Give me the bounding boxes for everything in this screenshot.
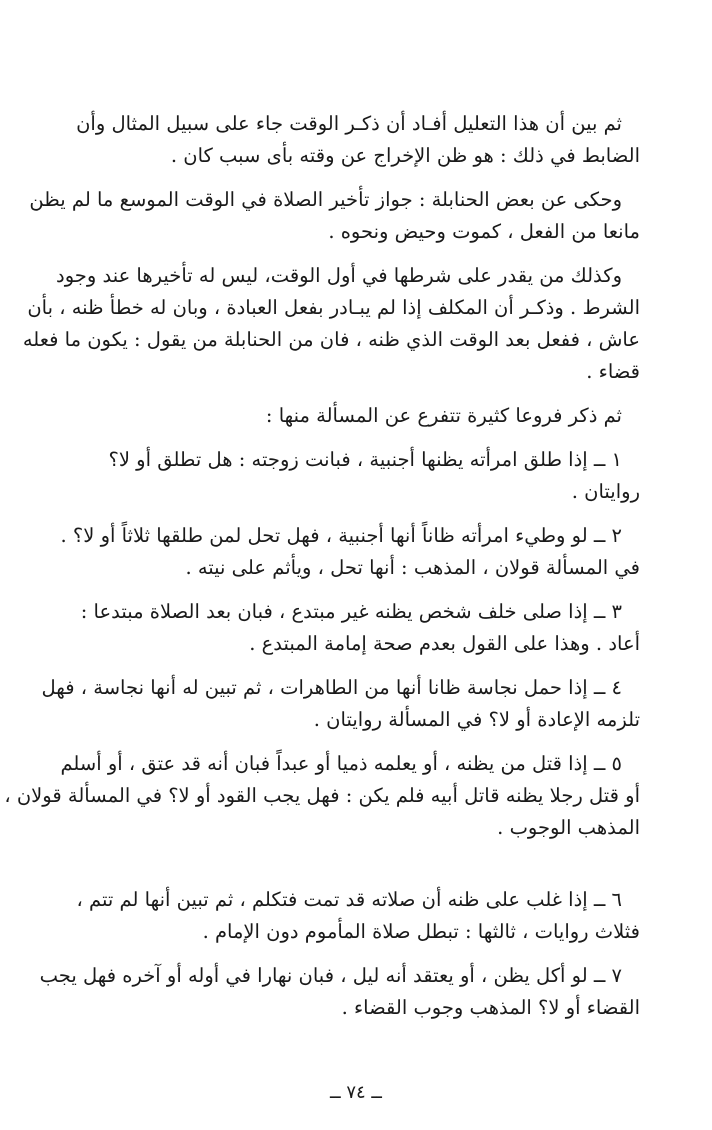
text-line: ثم بين أن هذا التعليل أفـاد أن ذكـر الوقت جاء على سبيل المثال وأن (76, 112, 622, 135)
text-line: ٧ ــ لو أكل يظن ، أو يعتقد أنه ليل ، فبان نهارا في أوله أو آخره فهل يجب (39, 964, 622, 987)
text-line: ٥ ــ إذا قتل من يظنه ، أو يعلمه ذميا أو عبداً فبان أنه قد عتق ، أو أسلم (60, 752, 622, 775)
text-line: ثم ذكر فروعا كثيرة تتفرع عن المسألة منها : (265, 404, 622, 427)
list-item-3 (78, 596, 640, 660)
text-line: القضاء أو لا؟ المذهب وجوب القضاء . (341, 996, 640, 1019)
text-line: أعاد . وهذا على القول بعدم صحة إمامة المبتدع . (249, 632, 640, 655)
text-line: مانعا من الفعل ، كموت وحيض ونحوه . (328, 220, 640, 243)
paragraph-4 (78, 400, 640, 432)
text-line: ٦ ــ إذا غلب على ظنه أن صلاته قد تمت فتكلم ، ثم تبين أنها لم تتم ، (76, 888, 622, 911)
page-body (4, 108, 640, 1036)
text-line: عاش ، ففعل بعد الوقت الذي ظنه ، فان من الحنابلة من يقول : يكون ما فعله (22, 328, 640, 351)
text-line: ٢ ــ لو وطيء امرأته ظاناً أنها أجنبية ، فهل تحل لمن طلقها ثلاثاً أو لا؟ . (60, 524, 622, 547)
paragraph-3 (22, 260, 640, 388)
text-line: المذهب الوجوب . (497, 816, 640, 839)
text-line: وحكى عن بعض الحنابلة : جواز تأخير الصلاة في الوقت الموسع ما لم يظن (29, 188, 622, 211)
text-line: قضاء . (586, 360, 640, 383)
list-item-6 (78, 884, 640, 948)
text-line: فثلاث روايات ، ثالثها : تبطل صلاة المأموم دون الإمام . (202, 920, 640, 943)
text-line: أو قتل رجلا يظنه قاتل أبيه فلم يكن : فهل يجب القود أو لا؟ في المسألة قولان ، (4, 784, 640, 807)
list-item-5 (4, 748, 640, 844)
text-line: ٤ ــ إذا حمل نجاسة ظانا أنها من الطاهرات ، ثم تبين له أنها نجاسة ، فهل (41, 676, 622, 699)
text-line: تلزمه الإعادة أو لا؟ في المسألة روايتان . (313, 708, 640, 731)
list-item-2 (60, 520, 640, 584)
text-line: الشرط . وذكـر أن المكلف إذا لم يبـادر بفعل العبادة ، وبان له خطأ ظنه ، بأن (27, 296, 640, 319)
paragraph-1 (78, 108, 640, 172)
list-item-4 (41, 672, 640, 736)
text-line: الضابط في ذلك : هو ظن الإخراج عن وقته بأى سبب كان . (170, 144, 640, 167)
text-line: ٣ ــ إذا صلى خلف شخص يظنه غير مبتدع ، فبان بعد الصلاة مبتدعا : (80, 600, 622, 623)
list-item-7 (39, 960, 640, 1024)
page-number: ــ ٧٤ ــ (330, 1082, 382, 1103)
text-line: روايتان . (571, 480, 640, 503)
text-line: وكذلك من يقدر على شرطها في أول الوقت، ليس له تأخيرها عند وجود (56, 264, 622, 287)
text-line: في المسألة قولان ، المذهب : أنها تحل ، ويأثم على نيته . (185, 556, 640, 579)
paragraph-2 (29, 184, 640, 248)
text-line: ١ ــ إذا طلق امرأته يظنها أجنبية ، فبانت زوجته : هل تطلق أو لا؟ (108, 448, 622, 471)
list-item-1 (78, 444, 640, 508)
